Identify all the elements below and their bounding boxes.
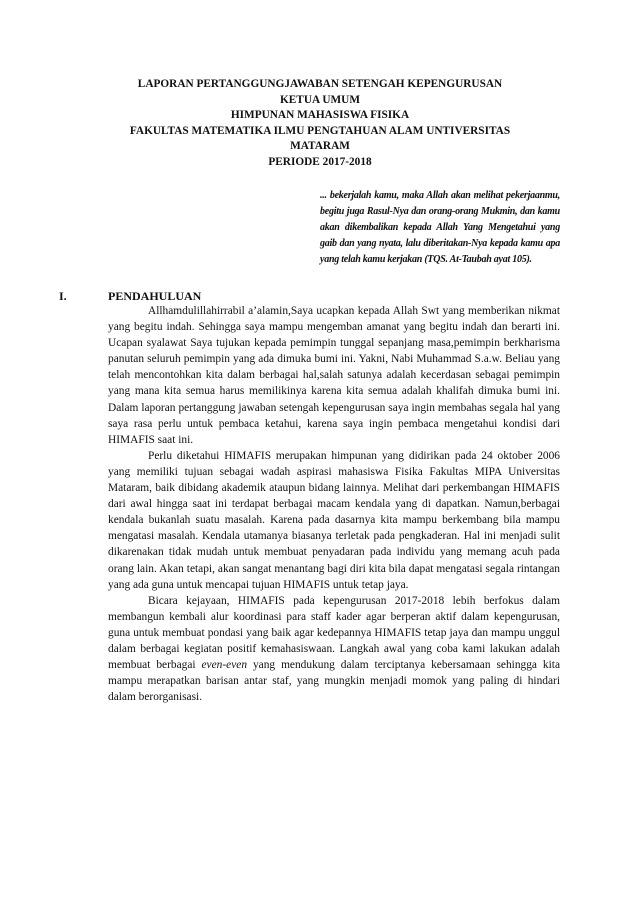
italic-term: even-even — [201, 659, 248, 672]
paragraph-text: yang mendukung dalam terciptanya kebersamaan sehingga kita mampu merapatkan barisan antar staf, yang mungkin menjadi momok yang paling di hindari dalam berorganisasi. — [108, 659, 560, 704]
title-line: FAKULTAS MATEMATIKA ILMU PENGTAHUAN ALAM UNTIVERSITAS — [129, 124, 511, 137]
quran-quote: ... bekerjalah kamu, maka Allah akan melihat pekerjaanmu, begitu juga Rasul-Nya dan orang-orang Mukmin, dan kamu akan dikembalikan kepada Allah Yang Mengetahui yang gaib dan yang nyata, lalu diberitakan-Nya kepada kamu apa yang telah kamu kerjakan (TQS. At-Taubah ayat 105). — [320, 190, 560, 266]
title-line: MATARAM — [290, 140, 350, 153]
title-line: LAPORAN PERTANGGUNGJAWABAN SETENGAH KEPENGURUSAN — [137, 78, 503, 90]
report-title — [70, 77, 570, 171]
paragraph: Allhamdulillahirrabil a’alamin,Saya ucapkan kepada Allah Swt yang memberikan nikmat yang begitu indah. Sehingga saya mampu mengemban amanat yang begitu indah dan berarti ini. Ucapan syalawat Saya tujukan kepada pemimpin tunggal sepanjang masa,pemimpin berkharisma panutan seluruh pemimpin yang ada dimuka bumi ini. Yakni, Nabi Muhammad S.a.w. Beliau yang telah mencontohkan kita dalam berbagai hal,salah satunya adalah kecerdasan sebagai pemimpin yang mana kita semua harus memilikinya karena kita semua adalah khalifah dimuka bumi ini. Dalam laporan pertanggung jawaban setengah kepengurusan saya ingin membahas segala hal yang saya rasa perlu untuk pembaca ketahui, karena saya ingin pembaca mengetahui kondisi dari HIMAFIS saat ini. — [108, 305, 560, 446]
section-number: I. — [59, 289, 67, 303]
section-title: PENDAHULUAN — [108, 289, 202, 303]
paragraph: Perlu diketahui HIMAFIS merupakan himpunan yang didirikan pada 24 oktober 2006 yang memiliki tujuan sebagai wadah aspirasi mahasiswa Fisika Fakultas MIPA Universitas Mataram, baik dibidang akademik ataupun bidang lainnya. Melihat dari perkembangan HIMAFIS dari awal hingga saat ini terdapat berbagai macam kendala yang di dapatkan. Namun,berbagai kendala bukanlah suatu masalah. Karena pada dasarnya kita mampu berkembang bila mampu mengatasi masalah. Kendala utamanya biasanya terletak pada pengkaderan. Hal ini menjadi sulit dikarenakan tidak mudah untuk membuat penyadaran pada individu yang memang acuh pada orang lain. Akan tetapi, akan sangat menantang bagi diri kita bila dapat mengatasi segala rintangan yang ada guna untuk mencapai tujuan HIMAFIS untuk tetap jaya. — [108, 449, 560, 591]
title-line: PERIODE 2017-2018 — [268, 155, 372, 168]
paragraph-text: Bicara kejayaan, HIMAFIS pada kepengurusan 2017-2018 lebih berfokus dalam membangun kembali alur koordinasi para staff kader agar berperan aktif dalam kepengurusan, guna untuk membuat pondasi yang baik agar kedepannya HIMAFIS tetap jaya dan mampu unggul dalam berbagai kegiatan positif kemahasiswaan. Langkah awal yang coba kami lakukan adalah membuat berbagai — [108, 594, 560, 672]
title-line: HIMPUNAN MAHASISWA FISIKA — [230, 109, 410, 122]
title-line: KETUA UMUM — [279, 93, 361, 106]
section-body — [108, 303, 560, 705]
paragraph — [108, 593, 560, 706]
